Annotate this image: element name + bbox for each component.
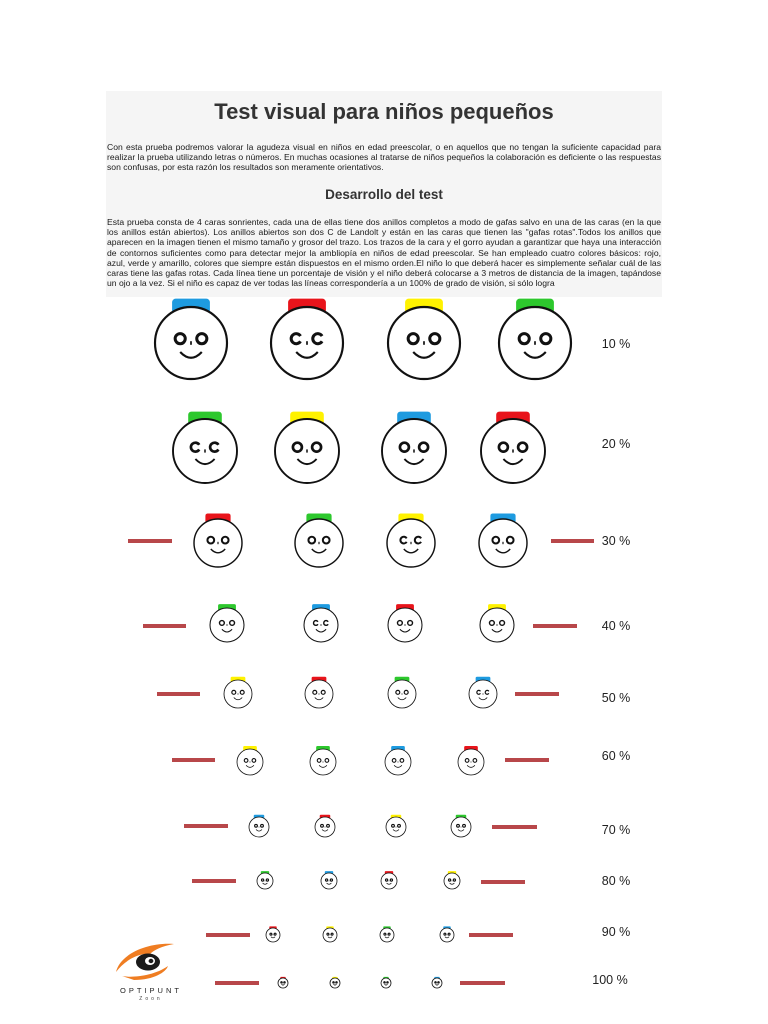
chart-row-3 [128,513,630,567]
smiley-face[interactable] [278,977,288,988]
smiley-face[interactable] [275,412,339,483]
smiley-face[interactable] [330,977,340,988]
broken-glasses-face[interactable] [387,513,435,567]
vision-percentage-label: 50 % [601,691,631,705]
vision-percentage-label: 10 % [601,337,631,351]
smiley-face[interactable] [210,604,244,642]
chart-row-1 [155,299,630,379]
smiley-face[interactable] [388,299,460,379]
smiley-face[interactable] [499,299,571,379]
vision-percentage-label: 40 % [601,619,631,633]
vision-percentage-label: 90 % [601,925,631,939]
smiley-face[interactable] [380,926,394,942]
smiley-face[interactable] [249,815,269,837]
smiley-face[interactable] [224,677,252,708]
smiley-face[interactable] [381,871,397,889]
smiley-face[interactable] [266,926,280,942]
chart-row-10 [215,973,628,988]
smiley-face[interactable] [451,815,471,837]
smiley-face[interactable] [321,871,337,889]
chart-row-8 [192,871,630,889]
vision-percentage-label: 30 % [601,534,631,548]
broken-glasses-face[interactable] [304,604,338,642]
broken-glasses-face[interactable] [469,677,497,708]
smiley-face[interactable] [315,815,335,837]
vision-percentage-label: 80 % [601,874,631,888]
vision-percentage-label: 60 % [601,749,631,763]
smiley-face[interactable] [323,926,337,942]
broken-glasses-face[interactable] [271,299,343,379]
logo-subtext: Zoon [139,996,163,1002]
smiley-face[interactable] [381,977,391,988]
description-paragraph: Esta prueba consta de 4 caras sonrientes, cada una de ellas tiene dos anillos completos a modo de gafas salvo en una de las caras (en la que los anillos están abiertos). Los anillos abiertos son dos C de Landolt y están en las caras que tienen las "gafas rotas".Todos los anillos que aparecen en la imagen tienen el mismo tamaño y grosor del trazo. Los trazos de la cara y el gorro ayudan a garantizar que haya una interacción de contornos suficientes como para detectar mejor la ambliopía en niños de edad preescolar. Se han empleado cuatro colores básicos: rojo, azul, verde y amarillo, colores que siempre están dispuestos en el mismo orden.El niño lo que deberá hacer es simplemente señalar cuál de las caras tiene las gafas rotas. Cada línea tiene un porcentaje de visión y el niño deberá colocarse a 3 metros de distancia de la imagen, tapándose un ojo a la vez. Si el niño es capaz de ver todas las líneas correspondería a un 100% de grado de visión, si sólo logra [107,217,661,289]
section-heading: Desarrollo del test [325,187,443,202]
smiley-face[interactable] [481,412,545,483]
smiley-face[interactable] [385,746,411,775]
vision-test-chart [0,296,768,996]
smiley-face[interactable] [237,746,263,775]
smiley-face[interactable] [388,677,416,708]
optipunt-logo-icon [110,938,180,984]
smiley-face[interactable] [295,513,343,567]
chart-row-2 [173,412,630,483]
smiley-face[interactable] [458,746,484,775]
vision-percentage-label: 70 % [601,823,631,837]
chart-row-6 [172,746,630,775]
smiley-face[interactable] [194,513,242,567]
smiley-face[interactable] [440,926,454,942]
smiley-face[interactable] [382,412,446,483]
chart-row-4 [143,604,630,642]
smiley-face[interactable] [432,977,442,988]
vision-percentage-label: 20 % [601,437,631,451]
smiley-face[interactable] [480,604,514,642]
chart-row-5 [157,677,630,708]
intro-paragraph: Con esta prueba podremos valorar la agudeza visual en niños en edad preescolar, o en aquellos que no tengan la suficiente capacidad para realizar la prueba utilizando letras o números. En muchas ocasiones al tratarse de niños pequeños la colaboración es deficiente o las respuestas son confusas, por esta razón los resultados son meramente orientativos. [107,142,661,173]
chart-row-9 [206,925,630,942]
broken-glasses-face[interactable] [173,412,237,483]
smiley-face[interactable] [310,746,336,775]
smiley-face[interactable] [305,677,333,708]
smiley-face[interactable] [257,871,273,889]
smiley-face[interactable] [479,513,527,567]
smiley-face[interactable] [386,815,406,837]
chart-row-7 [184,815,630,837]
smiley-face[interactable] [388,604,422,642]
page-title: Test visual para niños pequeños [214,99,554,124]
smiley-face[interactable] [155,299,227,379]
smiley-face[interactable] [444,871,460,889]
vision-percentage-label: 100 % [592,973,628,987]
logo-wordmark: OPTIPUNT [120,986,182,995]
